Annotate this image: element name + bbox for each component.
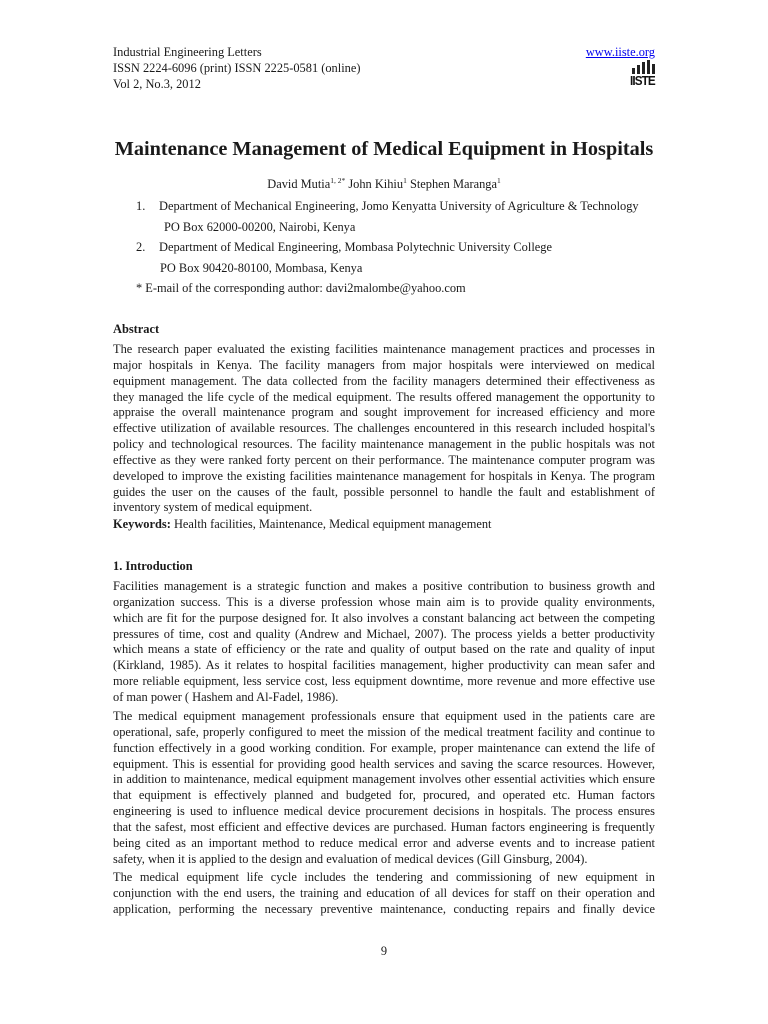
intro-line: which means a state of efficiency or the rate and quality of output based on the rate and quality of input (113, 642, 655, 657)
intro-line: equipment. This is essential for providing good health services and saving the scarce resources. However, (113, 756, 655, 771)
author-name: Stephen Maranga (409, 177, 497, 191)
intro-line: The medical equipment life cycle includes the tendering and commissioning of new equipment in (113, 870, 655, 884)
website-link[interactable]: www.iiste.org (585, 45, 655, 59)
abstract-body (113, 342, 655, 516)
intro-line: organization success. This is a diverse profession whose main aim is to provide quality environments, (113, 594, 655, 609)
intro-line: which are fit for the purpose designed for. It also involves a constant balancing act between the competing (113, 610, 655, 625)
author-sup: 1 (497, 176, 501, 185)
intro-line: Facilities management is a strategic function and makes a positive contribution to business growth and (113, 579, 655, 593)
abstract-line: equipment management. The data collected from the facility managers determined their effectiveness as (113, 373, 655, 388)
intro-line: pressures of time, cost and quality (Andrew and Michael, 2007). The process yields a better productivity (113, 626, 655, 641)
abstract-line: major hospitals in Kenya. The facility managers from major hospitals were interviewed on medical (113, 357, 655, 372)
abstract-heading: Abstract (113, 322, 160, 336)
affiliation-dept: Department of Mechanical Engineering, Jomo Kenyatta University of Agriculture & Technology (159, 199, 639, 213)
keywords-text: Health facilities, Maintenance, Medical equipment management (173, 517, 492, 531)
intro-paragraph-2 (113, 709, 655, 867)
abstract-line: appraise the overall maintenance program and sought improvement for increased efficiency and more (113, 405, 655, 420)
journal-header (113, 44, 360, 92)
intro-line: that equipment is effectively planned and budgeted for, procured, and operated etc. Human factors (113, 788, 655, 803)
abstract-line: developed to improve the existing facilities maintenance management for hospitals in Kenya. The program (113, 468, 655, 483)
intro-line: safety, when it is applied to the design and evaluation of medical devices (Gill Ginsburg, 2004). (113, 851, 588, 866)
intro-heading: 1. Introduction (113, 559, 193, 573)
journal-name: Industrial Engineering Letters (113, 45, 262, 59)
affiliation-2-address: PO Box 90420-80100, Mombasa, Kenya (160, 261, 363, 275)
intro-line: of man power ( Hashem and Al-Fadel, 1986). (113, 689, 339, 704)
keywords (113, 517, 655, 533)
author-name: John Kihiu (348, 177, 404, 191)
intro-paragraph-3 (113, 870, 655, 918)
affiliation-2 (136, 239, 552, 255)
abstract-line: effective as they were ranked forty percent on their performance. The maintenance computer program was (113, 452, 655, 467)
website-block (586, 44, 655, 60)
affiliation-dept: Department of Medical Engineering, Mombasa Polytechnic University College (159, 240, 552, 254)
intro-line: conjunction with the end users, the training and education of all devices for staff on their operation and (113, 885, 655, 900)
affiliation-1-address: PO Box 62000-00200, Nairobi, Kenya (164, 220, 356, 234)
abstract-line: The research paper evaluated the existing facilities maintenance management practices and processes in (113, 342, 655, 356)
intro-line: function effectively in a good working condition. For example, proper maintenance can extend the life of (113, 740, 655, 755)
abstract-line: effective utilization of available resources. The challenges encountered in this research included hospital's (113, 421, 655, 436)
affiliation-number: 1. (136, 199, 146, 213)
issn-line: ISSN 2224-6096 (print) ISSN 2225-0581 (online) (113, 61, 361, 75)
abstract-line: guides the user on the causes of the fault, possible personnel to handle the fault and establishment of (113, 484, 655, 499)
abstract-line: they managed the life cycle of the medical equipment. The results offered management the opportunity to (113, 389, 655, 404)
keywords-label: Keywords: (113, 517, 171, 531)
intro-line: application, performing the necessary preventive maintenance, conducting repairs and finally device (113, 901, 655, 916)
page-number: 9 (380, 944, 388, 958)
author-sup: 1, 2* (330, 176, 346, 185)
author-line (0, 177, 768, 192)
abstract-line: policy and technological resources. The facility maintenance management in the public hospitals was not (113, 437, 655, 452)
corresponding-author: * E-mail of the corresponding author: davi2malombe@yahoo.com (136, 281, 466, 295)
logo-text: IISTE (630, 73, 655, 88)
intro-line: operational, safe, properly configured to meet the mission of the medical treatment facility and continue to (113, 724, 655, 739)
logo-bars-icon (630, 60, 656, 74)
affiliation-number: 2. (136, 240, 146, 254)
intro-line: that the safest, most efficient and effective devices are purchased. Human factors engineering is frequently (113, 819, 655, 834)
intro-line: in addition to maintenance, medical equipment management involves other essential activities which ensure (113, 772, 655, 787)
author-name: David Mutia (267, 177, 331, 191)
iiste-logo (630, 60, 656, 90)
paper-title: Maintenance Management of Medical Equipment in Hospitals (114, 138, 654, 160)
author-sup: 1 (403, 176, 407, 185)
affiliation-1 (136, 198, 639, 214)
intro-line: engineering is used to influence medical device procurement decisions in hospitals. The process ensures (113, 804, 655, 819)
intro-line: being cited as an important method to reduce medical error and adverse events and to increase patient (113, 835, 655, 850)
volume-line: Vol 2, No.3, 2012 (113, 77, 201, 91)
intro-line: The medical equipment management professionals ensure that equipment used in the patients care are (113, 709, 655, 723)
intro-line: more reliable equipment, less service cost, less equipment downtime, more revenue and more effective use (113, 674, 655, 689)
intro-paragraph-1 (113, 579, 655, 706)
abstract-line: inventory system of medical equipment. (113, 500, 313, 515)
intro-line: (Kirkland, 1985). As it relates to hospital facilities management, higher productivity can mean safer and (113, 658, 655, 673)
